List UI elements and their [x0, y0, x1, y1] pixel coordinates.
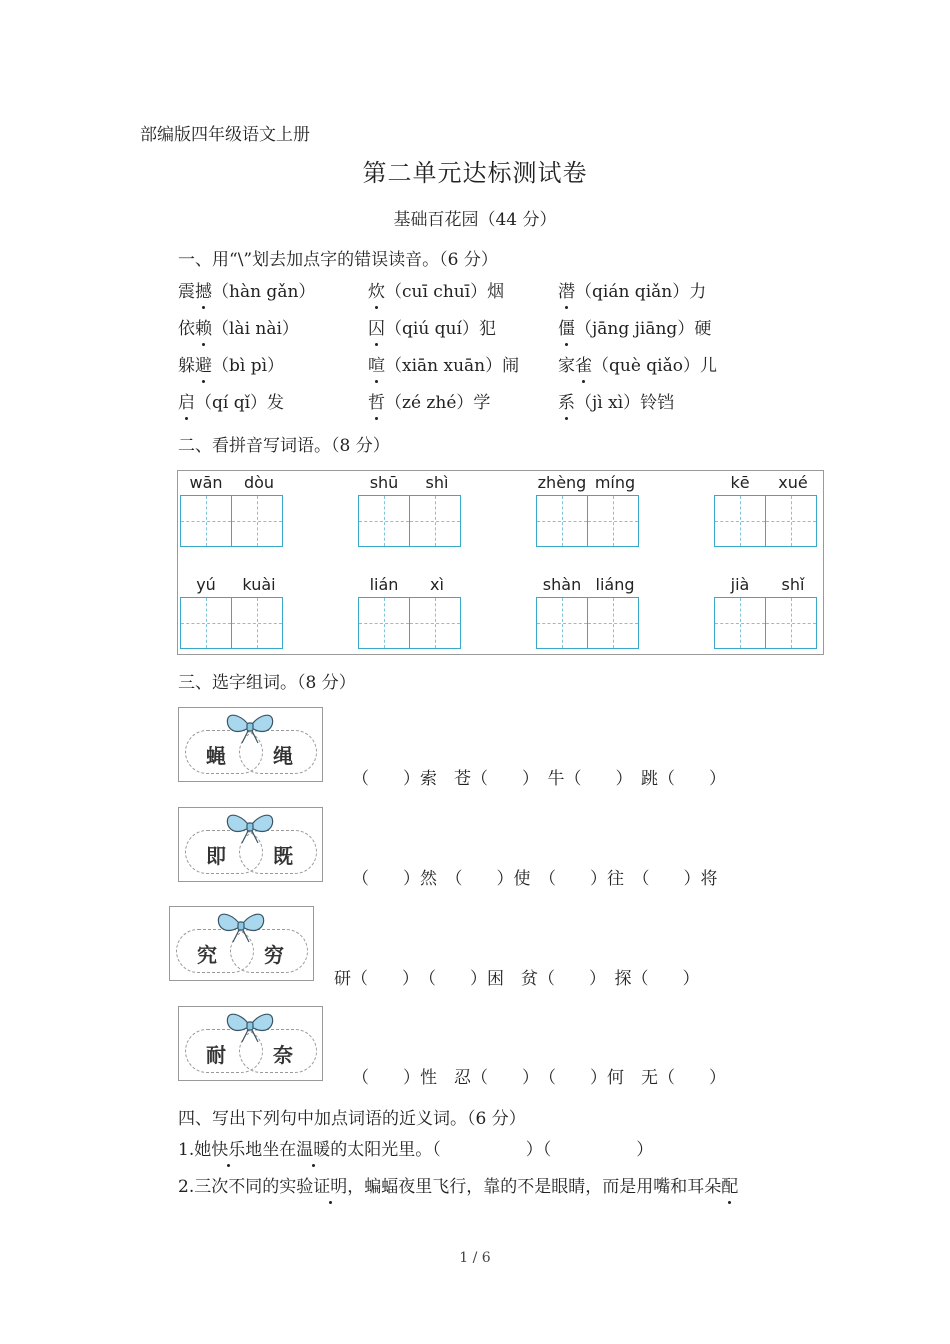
pinyin-syllable: xué	[778, 473, 808, 492]
q4-sentence-1	[178, 1135, 653, 1160]
q1-item-pre: 依	[178, 319, 195, 339]
bow-icon	[225, 1009, 275, 1043]
tian-zi-ge-cell[interactable]	[358, 495, 410, 547]
q1-item-dotted-char: 潜	[558, 282, 575, 302]
tian-zi-ge-cell[interactable]	[587, 597, 639, 649]
s1-text-c: 的太阳光里。（ ）（ ）	[330, 1140, 654, 1160]
choice-char-1: 蝇	[206, 744, 226, 768]
pinyin-syllable: lián	[369, 575, 399, 594]
writing-cells[interactable]	[180, 597, 281, 649]
tian-zi-ge-cell[interactable]	[714, 495, 766, 547]
fill-in-blanks[interactable]: 研（ ） （ ）困 贫（ ） 探（ ）	[334, 969, 700, 989]
tian-zi-ge-cell[interactable]	[765, 495, 817, 547]
character-choice-box	[178, 1006, 323, 1081]
q1-item	[558, 314, 711, 339]
tian-zi-ge-cell[interactable]	[231, 597, 283, 649]
q1-item-pinyin: （zé zhé）学	[385, 393, 491, 413]
choice-char-1: 究	[197, 943, 217, 967]
q1-item	[558, 277, 706, 302]
q1-title: 一、用“\”划去加点字的错误读音。（6 分）	[178, 250, 498, 270]
writing-cells[interactable]	[358, 597, 459, 649]
tian-zi-ge-cell[interactable]	[180, 495, 232, 547]
choice-char-2: 穷	[264, 943, 284, 967]
writing-cells[interactable]	[536, 495, 637, 547]
q1-item-dotted-char: 雀	[575, 356, 592, 376]
choice-char-2: 绳	[273, 744, 293, 768]
q1-item-dotted-char: 囚	[368, 319, 385, 339]
character-choice-box	[169, 906, 314, 981]
tian-zi-ge-cell[interactable]	[409, 597, 461, 649]
q1-item-pre: 躲	[178, 356, 195, 376]
writing-cells[interactable]	[714, 597, 815, 649]
tian-zi-ge-cell[interactable]	[536, 495, 588, 547]
writing-cells[interactable]	[536, 597, 637, 649]
section-subtitle: 基础百花园（44 分）	[393, 210, 557, 230]
q1-item-pinyin: （qiú quí）犯	[385, 319, 496, 339]
pinyin-syllable: xì	[430, 575, 444, 594]
pinyin-syllable: míng	[594, 473, 636, 492]
bow-icon	[216, 909, 266, 943]
q1-item-dotted-char: 系	[558, 393, 575, 413]
tian-zi-ge-cell[interactable]	[231, 495, 283, 547]
s1-dotted-word-1: 快乐	[211, 1140, 246, 1160]
q1-item-pinyin: （qí qǐ）发	[195, 393, 285, 413]
q1-item-pinyin: （hàn gǎn）	[212, 282, 316, 302]
q1-item	[178, 388, 284, 413]
choice-char-2: 既	[273, 844, 293, 868]
fill-in-blanks[interactable]: （ ）然 （ ）使 （ ）往 （ ）将	[352, 869, 718, 889]
q4-title: 四、写出下列句中加点词语的近义词。（6 分）	[178, 1109, 526, 1129]
q1-item-dotted-char: 僵	[558, 319, 575, 339]
q1-item-dotted-char: 启	[178, 393, 195, 413]
tian-zi-ge-cell[interactable]	[358, 597, 410, 649]
s2-dotted-word-2: 配	[721, 1177, 739, 1197]
pinyin-syllable: kē	[730, 473, 750, 492]
pinyin-syllable: yú	[196, 575, 216, 594]
q1-item-pinyin: （qián qiǎn）力	[575, 282, 707, 302]
doc-header: 部编版四年级语文上册	[140, 125, 310, 145]
pinyin-syllable: wān	[189, 473, 223, 492]
q4-sentence-2	[178, 1172, 738, 1197]
s1-text-b: 地坐在	[245, 1140, 297, 1160]
q1-item	[368, 351, 519, 376]
q1-item-dotted-char: 避	[195, 356, 212, 376]
pinyin-syllable: shàn	[542, 575, 582, 594]
bow-icon	[225, 810, 275, 844]
pinyin-syllable: shì	[425, 473, 449, 492]
q1-item-dotted-char: 撼	[195, 282, 212, 302]
q3-title: 三、选字组词。（8 分）	[178, 673, 356, 693]
q1-item-pinyin: （jāng jiāng）硬	[575, 319, 712, 339]
q2-title: 二、看拼音写词语。（8 分）	[178, 436, 390, 456]
page-title: 第二单元达标测试卷	[362, 159, 588, 187]
pinyin-syllable: zhèng	[537, 473, 587, 492]
pinyin-syllable: liáng	[595, 575, 635, 594]
q1-item-pinyin: （què qiǎo）儿	[592, 356, 717, 376]
q1-item	[368, 277, 504, 302]
tian-zi-ge-cell[interactable]	[180, 597, 232, 649]
tian-zi-ge-cell[interactable]	[765, 597, 817, 649]
choice-char-1: 耐	[206, 1043, 226, 1067]
pinyin-syllable: kuài	[242, 575, 276, 594]
tian-zi-ge-cell[interactable]	[587, 495, 639, 547]
q1-item	[178, 351, 284, 376]
q1-item	[178, 277, 315, 302]
s1-dotted-word-2: 温暖	[296, 1140, 331, 1160]
q1-item-pre: 家	[558, 356, 575, 376]
pinyin-syllable: shǐ	[781, 575, 805, 594]
tian-zi-ge-cell[interactable]	[536, 597, 588, 649]
q1-item	[178, 314, 299, 339]
q1-item-pinyin: （cuī chuī）烟	[385, 282, 505, 302]
q1-item-pinyin: （xiān xuān）闹	[385, 356, 520, 376]
s2-text-a: 2.三次不同的实验	[178, 1177, 314, 1197]
choice-char-2: 奈	[273, 1043, 293, 1067]
pinyin-grid	[177, 470, 824, 655]
character-choice-box	[178, 807, 323, 882]
q1-item-dotted-char: 炊	[368, 282, 385, 302]
q1-item	[368, 314, 496, 339]
fill-in-blanks[interactable]: （ ）性 忍（ ） （ ）何 无（ ）	[352, 1068, 726, 1088]
q1-item-dotted-char: 赖	[195, 319, 212, 339]
s2-dotted-word-1: 证明	[313, 1177, 348, 1197]
q1-item	[558, 351, 717, 376]
choice-char-1: 即	[206, 844, 226, 868]
pinyin-syllable: jià	[730, 575, 750, 594]
pinyin-syllable: shū	[369, 473, 399, 492]
page-number: 1 / 6	[459, 1250, 491, 1266]
q1-item-pinyin: （jì xì）铃铛	[575, 393, 675, 413]
q1-item-pinyin: （bì pì）	[212, 356, 285, 376]
q1-item-pinyin: （lài nài）	[212, 319, 299, 339]
bow-icon	[225, 710, 275, 744]
q1-item-dotted-char: 哲	[368, 393, 385, 413]
q1-item-pre: 震	[178, 282, 195, 302]
writing-cells[interactable]	[714, 495, 815, 547]
s2-text-b: ，蝙蝠夜里飞行，靠的不是眼睛，而是用嘴和耳朵	[347, 1177, 722, 1197]
character-choice-box	[178, 707, 323, 782]
writing-cells[interactable]	[180, 495, 281, 547]
q1-item	[368, 388, 490, 413]
q1-item	[558, 388, 674, 413]
fill-in-blanks[interactable]: （ ）索 苍（ ） 牛（ ） 跳（ ）	[352, 769, 726, 789]
tian-zi-ge-cell[interactable]	[714, 597, 766, 649]
pinyin-syllable: dòu	[243, 473, 275, 492]
q1-item-dotted-char: 喧	[368, 356, 385, 376]
s1-text-a: 1.她	[178, 1140, 212, 1160]
tian-zi-ge-cell[interactable]	[409, 495, 461, 547]
writing-cells[interactable]	[358, 495, 459, 547]
